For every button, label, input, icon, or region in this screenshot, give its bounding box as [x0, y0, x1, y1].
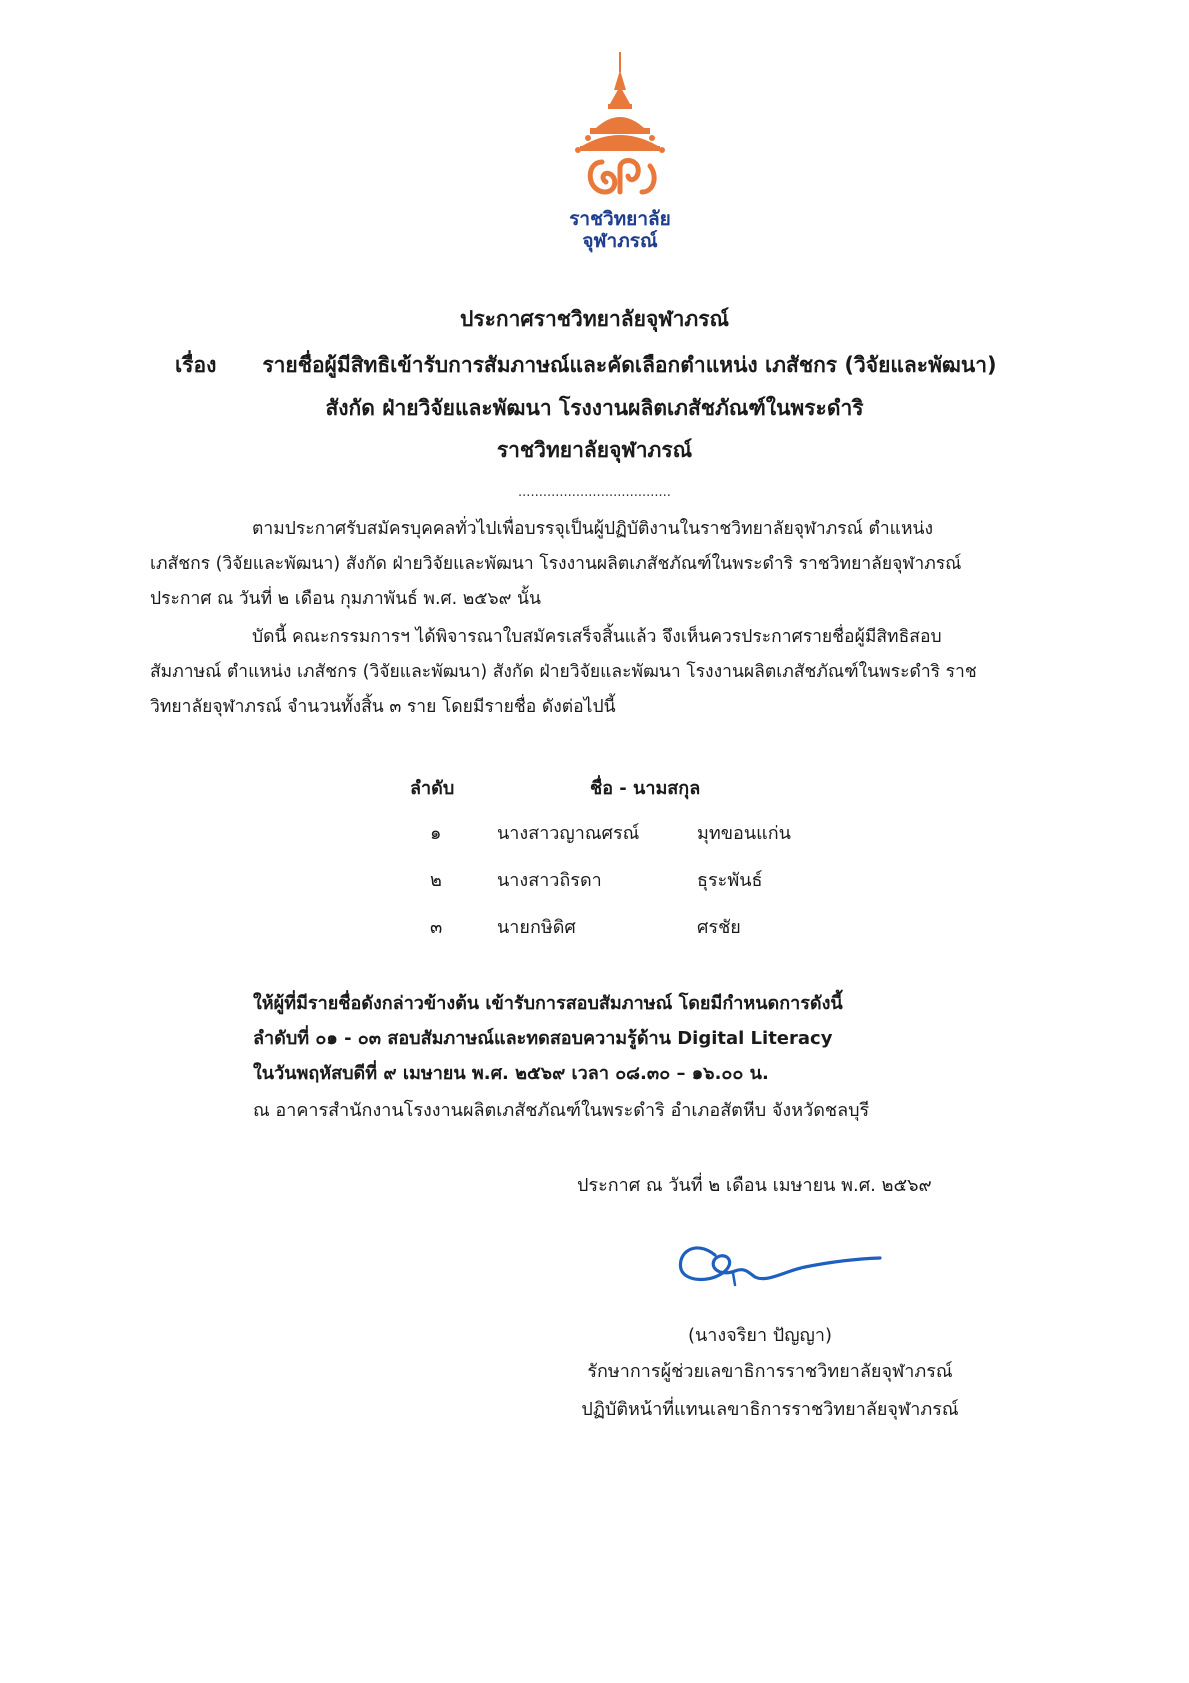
emblem-icon	[560, 50, 680, 208]
row-number: ๒	[430, 870, 442, 891]
schedule-venue: ณ อาคารสำนักงานโรงงานผลิตเภสัชภัณฑ์ในพระดำริ อำเภอสัตหีบ จังหวัดชลบุรี	[253, 1100, 870, 1121]
dotted-divider: .....................................	[518, 485, 671, 500]
subject-text: รายชื่อผู้มีสิทธิเข้ารับการสัมภาษณ์และคัดเลือกตำแหน่ง เภสัชกร (วิจัยและพัฒนา)	[262, 353, 997, 377]
signatory-name: (นางจริยา ปัญญา)	[687, 1325, 833, 1346]
logo-text-line1: ราชวิทยาลัย	[569, 208, 671, 230]
institution-logo	[560, 50, 680, 260]
row-number: ๑	[430, 823, 442, 844]
paragraph-decision	[150, 620, 1088, 725]
schedule-order: ลำดับที่ ๐๑ - ๐๓ สอบสัมภาษณ์และทดสอบความรู้ด้าน Digital Literacy	[253, 1028, 833, 1049]
row-number: ๓	[430, 917, 443, 938]
paragraph-line: เภสัชกร (วิจัยและพัฒนา) สังกัด ฝ่ายวิจัยและพัฒนา โรงงานผลิตเภสัชภัณฑ์ในพระดำริ ราชวิทยาลัยจุฬาภรณ์	[150, 554, 962, 574]
issued-date: ประกาศ ณ วันที่ ๒ เดือน เมษายน พ.ศ. ๒๕๖๙	[577, 1175, 932, 1196]
schedule-intro: ให้ผู้ที่มีรายชื่อดังกล่าวข้างต้น เข้ารับการสอบสัมภาษณ์ โดยมีกำหนดการดังนี้	[253, 993, 843, 1014]
signatory-title: รักษาการผู้ช่วยเลขาธิการราชวิทยาลัยจุฬาภรณ์	[587, 1361, 953, 1382]
logo-text-line2: จุฬาภรณ์	[582, 230, 658, 252]
paragraph-line: วิทยาลัยจุฬาภรณ์ จำนวนทั้งสิ้น ๓ ราย โดยมีรายชื่อ ดังต่อไปนี้	[150, 697, 616, 717]
row-last-name: ศรชัย	[697, 917, 741, 938]
paragraph-line: ตามประกาศรับสมัครบุคคลทั่วไปเพื่อบรรจุเป็นผู้ปฏิบัติงานในราชวิทยาลัยจุฬาภรณ์ ตำแหน่ง	[252, 519, 933, 539]
subject-label: เรื่อง	[175, 353, 217, 377]
row-first-name: นางสาวถิรดา	[497, 870, 602, 891]
subject-row	[175, 350, 997, 380]
column-header-name: ชื่อ - นามสกุล	[590, 778, 701, 799]
paragraph-line: ประกาศ ณ วันที่ ๒ เดือน กุมภาพันธ์ พ.ศ. ๒๕๖๙ นั้น	[150, 589, 541, 609]
paragraph-reference	[150, 512, 1088, 617]
handwritten-signature	[675, 1225, 885, 1295]
schedule-date: ในวันพฤหัสบดีที่ ๙ เมษายน พ.ศ. ๒๕๖๙ เวลา ๐๘.๓๐ – ๑๖.๐๐ น.	[253, 1063, 769, 1084]
announcement-title: ประกาศราชวิทยาลัยจุฬาภรณ์	[459, 307, 729, 331]
row-last-name: มุทขอนแก่น	[697, 823, 791, 844]
row-first-name: นายกษิดิศ	[497, 917, 576, 938]
row-first-name: นางสาวญาณศรณ์	[497, 823, 640, 844]
heading-affiliation: สังกัด ฝ่ายวิจัยและพัฒนา โรงงานผลิตเภสัชภัณฑ์ในพระดำริ	[325, 396, 864, 420]
column-header-order: ลำดับ	[410, 778, 455, 799]
signatory-acting-title: ปฏิบัติหน้าที่แทนเลขาธิการราชวิทยาลัยจุฬาภรณ์	[581, 1399, 959, 1420]
paragraph-line: บัดนี้ คณะกรรมการฯ ได้พิจารณาใบสมัครเสร็จสิ้นแล้ว จึงเห็นควรประกาศรายชื่อผู้มีสิทธิสอบ	[252, 627, 942, 647]
paragraph-line: สัมภาษณ์ ตำแหน่ง เภสัชกร (วิจัยและพัฒนา) สังกัด ฝ่ายวิจัยและพัฒนา โรงงานผลิตเภสัชภัณฑ์ในพระดำริ ราช	[150, 662, 977, 682]
row-last-name: ธุระพันธ์	[697, 870, 763, 891]
heading-institution: ราชวิทยาลัยจุฬาภรณ์	[496, 438, 693, 462]
